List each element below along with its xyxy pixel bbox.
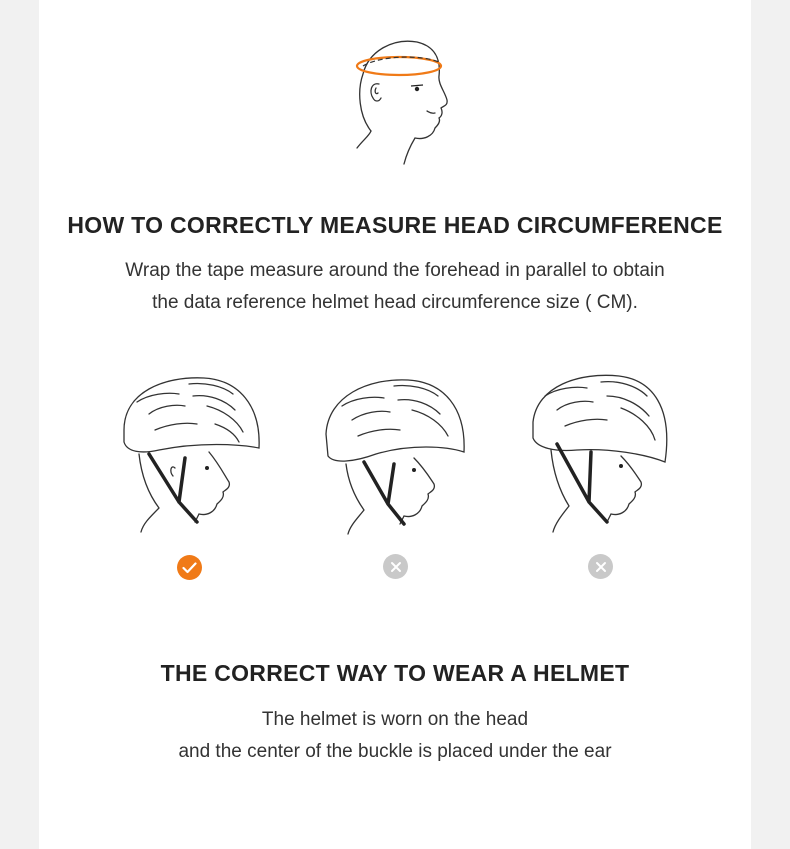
measure-description — [39, 255, 751, 319]
head-measurement-illustration — [349, 36, 449, 171]
content-card — [39, 0, 751, 849]
wear-description — [39, 704, 751, 768]
measure-description-line1: Wrap the tape measure around the forehead in parallel to obtain — [125, 260, 665, 281]
check-icon — [182, 562, 197, 574]
incorrect-mark — [383, 554, 408, 579]
helmet-too-forward-illustration — [324, 372, 474, 537]
wear-title: THE CORRECT WAY TO WEAR A HELMET — [160, 660, 630, 686]
wear-description-line2: and the center of the buckle is placed under the ear — [178, 741, 612, 762]
measure-description-line2: the data reference helmet head circumference size ( CM). — [152, 292, 638, 313]
helmet-correct-illustration — [119, 372, 269, 537]
correct-mark — [177, 555, 202, 580]
tape-measure-line — [357, 57, 441, 75]
measure-title: HOW TO CORRECTLY MEASURE HEAD CIRCUMFERENCE — [67, 212, 723, 238]
incorrect-mark — [588, 554, 613, 579]
cross-icon — [595, 561, 607, 573]
helmet-too-back-illustration — [529, 372, 679, 537]
wear-description-line1: The helmet is worn on the head — [261, 709, 529, 730]
eye-icon — [411, 85, 423, 91]
cross-icon — [390, 561, 402, 573]
